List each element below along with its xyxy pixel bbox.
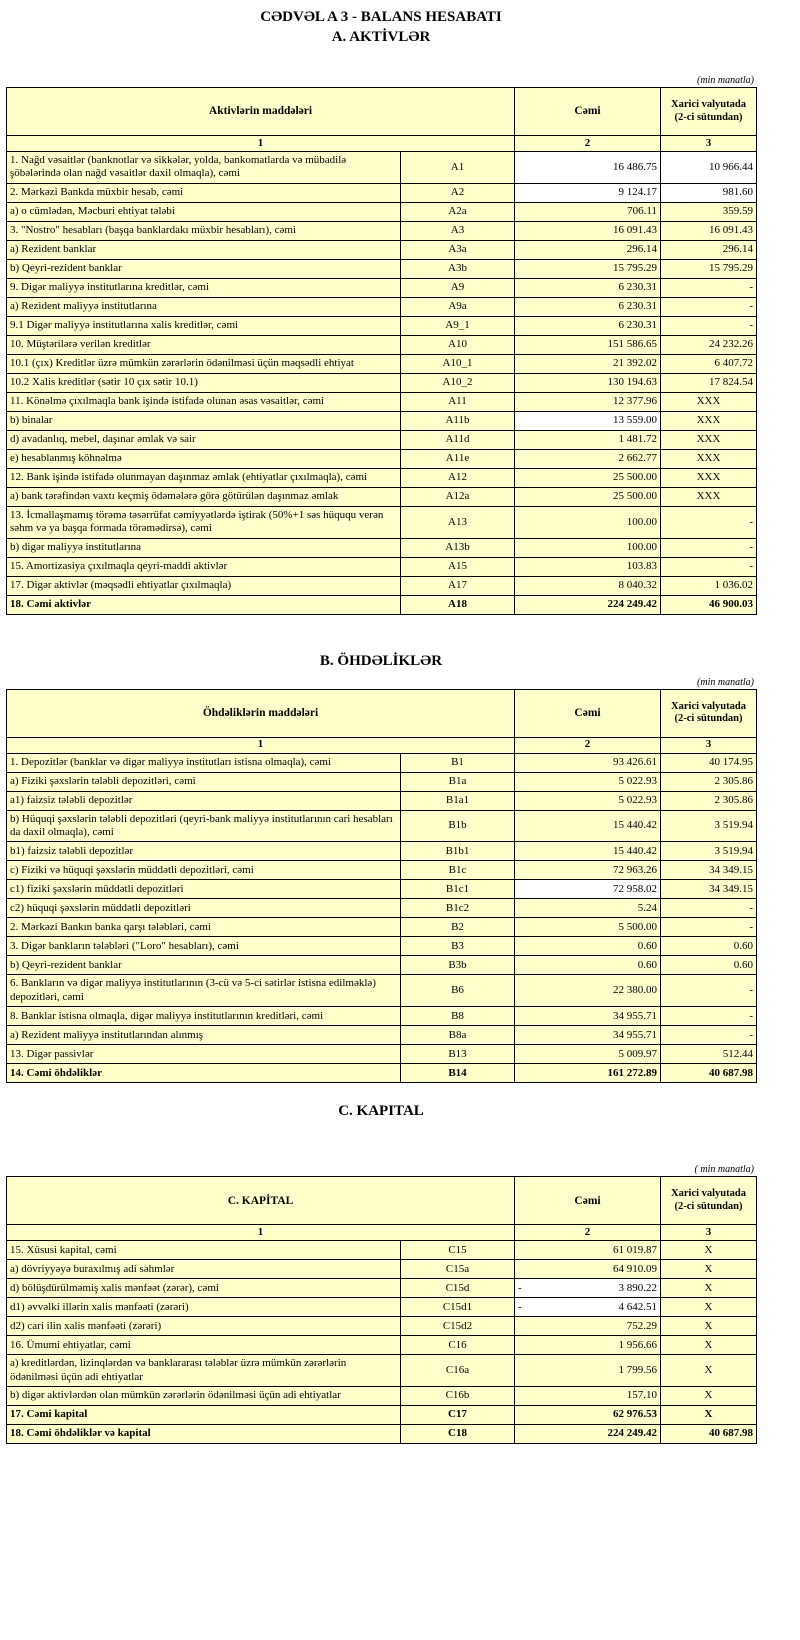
- row-label: 10.2 Xalis kreditlər (sətir 10 çıx sətir 10.1): [7, 373, 401, 392]
- row-foreign-currency-value: XXX: [661, 411, 757, 430]
- row-total-value: 34 955.71: [515, 1007, 661, 1026]
- row-total-value: 25 500.00: [515, 468, 661, 487]
- negative-sign: -: [518, 1281, 522, 1294]
- row-total-value: 64 910.09: [515, 1260, 661, 1279]
- row-total-value: 5 022.93: [515, 791, 661, 810]
- row-label: b) digər maliyyə institutlarına: [7, 538, 401, 557]
- row-total-value: 61 019.87: [515, 1241, 661, 1260]
- row-code: A1: [401, 152, 515, 184]
- row-total-value: 157.10: [515, 1387, 661, 1406]
- row-code: B1c1: [401, 880, 515, 899]
- table-row: [7, 259, 757, 278]
- row-label: 17. Digər aktivlər (məqsədli ehtiyatlar çıxılmaqla): [7, 576, 401, 595]
- row-label: 15. Amortizasiya çıxılmaqla qeyri-maddi aktivlər: [7, 557, 401, 576]
- row-foreign-currency-value: X: [661, 1336, 757, 1355]
- row-code: C15: [401, 1241, 515, 1260]
- row-label: b1) faizsiz tələbli depozitlər: [7, 842, 401, 861]
- row-code: B8: [401, 1007, 515, 1026]
- row-foreign-currency-value: XXX: [661, 430, 757, 449]
- table-row: [7, 595, 757, 614]
- row-total-value: [515, 1298, 661, 1317]
- assets-column-number-row: [7, 136, 757, 152]
- row-foreign-currency-value: 40 687.98: [661, 1425, 757, 1444]
- row-code: B6: [401, 975, 515, 1007]
- row-label: a1) faizsiz tələbli depozitlər: [7, 791, 401, 810]
- row-code: A9a: [401, 297, 515, 316]
- table-row: [7, 538, 757, 557]
- row-label: 14. Cəmi öhdəliklər: [7, 1064, 401, 1083]
- row-foreign-currency-value: 46 900.03: [661, 595, 757, 614]
- row-foreign-currency-value: 34 349.15: [661, 880, 757, 899]
- col-num-3: 3: [661, 136, 757, 152]
- row-total-value: 5 009.97: [515, 1045, 661, 1064]
- row-code: A3b: [401, 259, 515, 278]
- row-total-value: 9 124.17: [515, 183, 661, 202]
- row-foreign-currency-value: 512.44: [661, 1045, 757, 1064]
- row-foreign-currency-value: 0.60: [661, 956, 757, 975]
- assets-header-row: [7, 88, 757, 136]
- row-code: A11: [401, 392, 515, 411]
- row-total-value: 72 963.26: [515, 861, 661, 880]
- row-foreign-currency-value: -: [661, 1007, 757, 1026]
- row-total-value: 296.14: [515, 240, 661, 259]
- capital-table: [6, 1176, 757, 1444]
- row-total-value: 151 586.65: [515, 335, 661, 354]
- row-label: b) Qeyri-rezident banklar: [7, 259, 401, 278]
- row-code: B1a: [401, 772, 515, 791]
- table-row: [7, 899, 757, 918]
- col-num-1: 1: [7, 136, 515, 152]
- row-label: 3. Digər bankların tələbləri ("Loro" hesabları), cəmi: [7, 937, 401, 956]
- row-code: A13b: [401, 538, 515, 557]
- table-row: [7, 753, 757, 772]
- row-total-value: 25 500.00: [515, 487, 661, 506]
- table-row: [7, 411, 757, 430]
- liabilities-table: [6, 689, 757, 1084]
- row-label: 9. Digər maliyyə institutlarına kreditlər, cəmi: [7, 278, 401, 297]
- row-foreign-currency-value: X: [661, 1260, 757, 1279]
- row-total-value: 13 559.00: [515, 411, 661, 430]
- row-foreign-currency-value: 40 174.95: [661, 753, 757, 772]
- row-foreign-currency-value: -: [661, 1026, 757, 1045]
- table-row: [7, 240, 757, 259]
- row-label: 2. Mərkəzi Bankın banka qarşı tələbləri, cəmi: [7, 918, 401, 937]
- row-code: B8a: [401, 1026, 515, 1045]
- table-row: [7, 880, 757, 899]
- row-code: C17: [401, 1406, 515, 1425]
- col-num-2: 2: [515, 737, 661, 753]
- col-num-2: 2: [515, 136, 661, 152]
- row-code: B1b1: [401, 842, 515, 861]
- row-foreign-currency-value: XXX: [661, 487, 757, 506]
- row-label: d) bölüşdürülməmiş xalis mənfəət (zərər), cəmi: [7, 1279, 401, 1298]
- row-foreign-currency-value: -: [661, 538, 757, 557]
- section-title-liabilities: B. ÖHDƏLİKLƏR: [319, 652, 443, 669]
- table-row: [7, 430, 757, 449]
- row-total-value: 161 272.89: [515, 1064, 661, 1083]
- assets-total-column-header: Cəmi: [515, 88, 661, 136]
- table-row: [7, 1317, 757, 1336]
- row-foreign-currency-value: -: [661, 297, 757, 316]
- section-title-capital: C. KAPITAL: [338, 1103, 424, 1120]
- row-foreign-currency-value: 17 824.54: [661, 373, 757, 392]
- unit-note-capital: ( min manatla): [694, 1164, 754, 1176]
- row-label: 13. İcmallaşmamış törəmə təsərrüfat cəmiyyətlərdə iştirak (50%+1 səs hüququ verən səhm və ya başqa formada törəmədirsə), cəmi: [7, 506, 401, 538]
- row-total-value: 130 194.63: [515, 373, 661, 392]
- row-label: 18. Cəmi aktivlər: [7, 595, 401, 614]
- row-total-value: 103.83: [515, 557, 661, 576]
- table-row: [7, 506, 757, 538]
- row-code: B3: [401, 937, 515, 956]
- row-code: B1b: [401, 810, 515, 842]
- row-total-value: 2 662.77: [515, 449, 661, 468]
- row-foreign-currency-value: 3 519.94: [661, 842, 757, 861]
- table-row: [7, 975, 757, 1007]
- row-label: c1) fiziki şəxslərin müddətli depozitləri: [7, 880, 401, 899]
- row-total-value: 5 500.00: [515, 918, 661, 937]
- row-total-value: 100.00: [515, 506, 661, 538]
- row-total-value: 72 958.02: [515, 880, 661, 899]
- section-capital: [6, 1103, 800, 1444]
- table-row: [7, 956, 757, 975]
- row-code: C18: [401, 1425, 515, 1444]
- table-row: [7, 1045, 757, 1064]
- row-foreign-currency-value: XXX: [661, 468, 757, 487]
- row-code: A10: [401, 335, 515, 354]
- table-row: [7, 791, 757, 810]
- row-foreign-currency-value: 16 091.43: [661, 221, 757, 240]
- table-row: [7, 918, 757, 937]
- row-foreign-currency-value: -: [661, 918, 757, 937]
- row-code: A3: [401, 221, 515, 240]
- row-label: 9.1 Digər maliyyə institutlarına xalis kreditlər, cəmi: [7, 316, 401, 335]
- row-code: A3a: [401, 240, 515, 259]
- row-code: B1a1: [401, 791, 515, 810]
- row-foreign-currency-value: X: [661, 1387, 757, 1406]
- table-row: [7, 772, 757, 791]
- row-total-value: 6 230.31: [515, 297, 661, 316]
- row-foreign-currency-value: -: [661, 278, 757, 297]
- row-code: B14: [401, 1064, 515, 1083]
- row-foreign-currency-value: 40 687.98: [661, 1064, 757, 1083]
- row-foreign-currency-value: -: [661, 557, 757, 576]
- row-code: A10_2: [401, 373, 515, 392]
- capital-total-column-header: Cəmi: [515, 1177, 661, 1225]
- table-row: [7, 557, 757, 576]
- row-code: C16b: [401, 1387, 515, 1406]
- row-label: 3. "Nostro" hesabları (başqa banklardakı müxbir hesabları), cəmi: [7, 221, 401, 240]
- col-num-1: 1: [7, 737, 515, 753]
- capital-foreign-column-header: Xarici valyutada (2-ci sütundan): [661, 1177, 757, 1225]
- row-code: C16a: [401, 1355, 515, 1387]
- row-label: 12. Bank işində istifadə olunmayan daşınmaz əmlak (ehtiyatlar çıxılmaqla), cəmi: [7, 468, 401, 487]
- row-label: d) avadanlıq, mebel, daşınar əmlak və sair: [7, 430, 401, 449]
- row-total-value: 1 481.72: [515, 430, 661, 449]
- row-label: 8. Banklar istisna olmaqla, digər maliyyə institutlarının kreditləri, cəmi: [7, 1007, 401, 1026]
- table-row: [7, 1279, 757, 1298]
- capital-column-number-row: [7, 1225, 757, 1241]
- row-code: C15d1: [401, 1298, 515, 1317]
- table-row: [7, 937, 757, 956]
- table-row: [7, 335, 757, 354]
- table-row: [7, 1260, 757, 1279]
- row-label: 2. Mərkəzi Bankda müxbir hesab, cəmi: [7, 183, 401, 202]
- row-code: C16: [401, 1336, 515, 1355]
- row-total-value: 8 040.32: [515, 576, 661, 595]
- liabilities-column-number-row: [7, 737, 757, 753]
- row-label: d1) əvvəlki illərin xalis mənfəəti (zərəri): [7, 1298, 401, 1317]
- row-code: B3b: [401, 956, 515, 975]
- row-code: A2a: [401, 202, 515, 221]
- capital-header-row: [7, 1177, 757, 1225]
- table-row: [7, 1355, 757, 1387]
- row-label: a) dövriyyəyə buraxılmış adi səhmlər: [7, 1260, 401, 1279]
- row-foreign-currency-value: -: [661, 899, 757, 918]
- row-foreign-currency-value: XXX: [661, 449, 757, 468]
- row-foreign-currency-value: X: [661, 1406, 757, 1425]
- row-label: 10.1 (çıx) Kreditlər üzrə mümkün zərərlərin ödənilməsi üçün məqsədli ehtiyat: [7, 354, 401, 373]
- unit-note-liabilities: (min manatla): [697, 676, 754, 688]
- amount: 4 642.51: [618, 1300, 658, 1313]
- assets-foreign-column-header: Xarici valyutada (2-ci sütundan): [661, 88, 757, 136]
- row-foreign-currency-value: X: [661, 1241, 757, 1260]
- table-row: [7, 842, 757, 861]
- table-row: [7, 861, 757, 880]
- row-total-value: 5 022.93: [515, 772, 661, 791]
- table-row: [7, 1298, 757, 1317]
- unit-note-assets: (min manatla): [697, 75, 754, 86]
- row-code: A2: [401, 183, 515, 202]
- row-total-value: 15 440.42: [515, 810, 661, 842]
- table-row: [7, 487, 757, 506]
- row-label: b) digər aktivlərdən olan mümkün zərərlərin ödənilməsi üçün adi ehtiyatlar: [7, 1387, 401, 1406]
- row-total-value: 1 799.56: [515, 1355, 661, 1387]
- row-label: a) bank tərəfindən vaxtı keçmiş ödəmələrə görə götürülən daşınmaz əmlak: [7, 487, 401, 506]
- row-label: 18. Cəmi öhdəliklər və kapital: [7, 1425, 401, 1444]
- table-row: [7, 1064, 757, 1083]
- row-total-value: 93 426.61: [515, 753, 661, 772]
- row-label: 11. Könəlmə çıxılmaqla bank işində istifadə olunan əsas vəsaitlər, cəmi: [7, 392, 401, 411]
- row-foreign-currency-value: 359.59: [661, 202, 757, 221]
- row-total-value: 15 440.42: [515, 842, 661, 861]
- row-code: B1: [401, 753, 515, 772]
- page-title-line2: A. AKTİVLƏR: [331, 28, 431, 45]
- row-label: a) o cümlədən, Məcburi ehtiyat tələbi: [7, 202, 401, 221]
- table-row: [7, 392, 757, 411]
- row-label: 16. Ümumi ehtiyatlar, cəmi: [7, 1336, 401, 1355]
- liabilities-table-body: [7, 753, 757, 1083]
- row-foreign-currency-value: -: [661, 506, 757, 538]
- row-code: B1c2: [401, 899, 515, 918]
- page-title: [6, 8, 756, 47]
- assets-table-body: [7, 152, 757, 615]
- row-foreign-currency-value: X: [661, 1298, 757, 1317]
- row-foreign-currency-value: 6 407.72: [661, 354, 757, 373]
- table-row: [7, 1387, 757, 1406]
- row-label: a) kreditlərdən, lizinqlərdən və banklararası tələblər üzrə mümkün zərərlərin ödənilməsi üçün adi ehtiyatlar: [7, 1355, 401, 1387]
- col-num-3: 3: [661, 1225, 757, 1241]
- row-code: A11e: [401, 449, 515, 468]
- row-total-value: 706.11: [515, 202, 661, 221]
- row-foreign-currency-value: -: [661, 316, 757, 335]
- row-label: b) Qeyri-rezident banklar: [7, 956, 401, 975]
- table-row: [7, 1406, 757, 1425]
- row-label: 1. Depozitlər (banklar və digər maliyyə institutları istisna olmaqla), cəmi: [7, 753, 401, 772]
- row-foreign-currency-value: 296.14: [661, 240, 757, 259]
- assets-items-column-header: Aktivlərin maddələri: [7, 88, 515, 136]
- row-foreign-currency-value: 10 966.44: [661, 152, 757, 184]
- row-total-value: 0.60: [515, 956, 661, 975]
- row-foreign-currency-value: 2 305.86: [661, 791, 757, 810]
- row-label: a) Rezident maliyyə institutlarından alınmış: [7, 1026, 401, 1045]
- table-row: [7, 1241, 757, 1260]
- row-code: C15d: [401, 1279, 515, 1298]
- row-label: 13. Digər passivlər: [7, 1045, 401, 1064]
- table-row: [7, 297, 757, 316]
- liabilities-total-column-header: Cəmi: [515, 689, 661, 737]
- row-label: 10. Müştərilərə verilən kreditlər: [7, 335, 401, 354]
- row-label: a) Rezident banklar: [7, 240, 401, 259]
- row-label: 15. Xüsusi kapital, cəmi: [7, 1241, 401, 1260]
- row-code: B2: [401, 918, 515, 937]
- row-total-value: 62 976.53: [515, 1406, 661, 1425]
- table-row: [7, 373, 757, 392]
- row-label: 1. Nağd vəsaitlər (banknotlar və sikkələr, yolda, bankomatlarda və mübadilə şöbələrində olan nağd vəsaitlər daxil olmaqla), cəmi: [7, 152, 401, 184]
- row-total-value: 224 249.42: [515, 1425, 661, 1444]
- row-foreign-currency-value: 3 519.94: [661, 810, 757, 842]
- liabilities-header-row: [7, 689, 757, 737]
- row-total-value: [515, 1279, 661, 1298]
- table-row: [7, 1026, 757, 1045]
- table-row: [7, 316, 757, 335]
- table-row: [7, 221, 757, 240]
- row-total-value: 6 230.31: [515, 316, 661, 335]
- row-code: A12: [401, 468, 515, 487]
- row-code: A13: [401, 506, 515, 538]
- page-title-line1: CƏDVƏL A 3 - BALANS HESABATI: [260, 9, 502, 25]
- row-label: c2) hüquqi şəxslərin müddətli depozitləri: [7, 899, 401, 918]
- row-code: C15d2: [401, 1317, 515, 1336]
- row-label: c) Fiziki və hüquqi şəxslərin müddətli depozitləri, cəmi: [7, 861, 401, 880]
- row-foreign-currency-value: X: [661, 1279, 757, 1298]
- table-row: [7, 278, 757, 297]
- negative-sign: -: [518, 1300, 522, 1313]
- row-code: A12a: [401, 487, 515, 506]
- row-code: A11d: [401, 430, 515, 449]
- row-foreign-currency-value: -: [661, 975, 757, 1007]
- row-total-value: 224 249.42: [515, 595, 661, 614]
- section-assets: [6, 75, 800, 615]
- row-code: C15a: [401, 1260, 515, 1279]
- amount: 3 890.22: [618, 1281, 658, 1294]
- assets-table: [6, 87, 757, 615]
- row-label: 6. Bankların və digər maliyyə institutlarının (3-cü və 5-ci sətirlər istisna edilməklə) depozitləri, cəmi: [7, 975, 401, 1007]
- row-total-value: 6 230.31: [515, 278, 661, 297]
- row-foreign-currency-value: 2 305.86: [661, 772, 757, 791]
- row-total-value: 21 392.02: [515, 354, 661, 373]
- table-row: [7, 449, 757, 468]
- row-total-value: 22 380.00: [515, 975, 661, 1007]
- row-code: A18: [401, 595, 515, 614]
- row-code: A9: [401, 278, 515, 297]
- row-code: B1c: [401, 861, 515, 880]
- row-foreign-currency-value: 0.60: [661, 937, 757, 956]
- row-code: A15: [401, 557, 515, 576]
- row-total-value: 34 955.71: [515, 1026, 661, 1045]
- section-liabilities: [6, 653, 800, 1084]
- table-row: [7, 152, 757, 184]
- capital-table-body: [7, 1241, 757, 1444]
- capital-items-column-header: C. KAPİTAL: [7, 1177, 515, 1225]
- table-row: [7, 202, 757, 221]
- table-row: [7, 468, 757, 487]
- row-code: A11b: [401, 411, 515, 430]
- row-total-value: 1 956.66: [515, 1336, 661, 1355]
- row-foreign-currency-value: 981.60: [661, 183, 757, 202]
- liabilities-foreign-column-header: Xarici valyutada (2-ci sütundan): [661, 689, 757, 737]
- row-total-value: 16 486.75: [515, 152, 661, 184]
- row-label: b) binalar: [7, 411, 401, 430]
- table-row: [7, 576, 757, 595]
- row-total-value: 12 377.96: [515, 392, 661, 411]
- row-total-value: 15 795.29: [515, 259, 661, 278]
- liabilities-items-column-header: Öhdəliklərin maddələri: [7, 689, 515, 737]
- row-code: B13: [401, 1045, 515, 1064]
- row-foreign-currency-value: X: [661, 1317, 757, 1336]
- row-foreign-currency-value: X: [661, 1355, 757, 1387]
- col-num-2: 2: [515, 1225, 661, 1241]
- row-label: a) Fiziki şəxslərin tələbli depozitləri, cəmi: [7, 772, 401, 791]
- table-row: [7, 1336, 757, 1355]
- row-total-value: 0.60: [515, 937, 661, 956]
- row-foreign-currency-value: XXX: [661, 392, 757, 411]
- table-row: [7, 1425, 757, 1444]
- row-label: d2) cari ilin xalis mənfəəti (zərəri): [7, 1317, 401, 1336]
- row-label: a) Rezident maliyyə institutlarına: [7, 297, 401, 316]
- row-label: 17. Cəmi kapital: [7, 1406, 401, 1425]
- row-total-value: 100.00: [515, 538, 661, 557]
- table-row: [7, 354, 757, 373]
- table-row: [7, 1007, 757, 1026]
- row-foreign-currency-value: 15 795.29: [661, 259, 757, 278]
- row-label: b) Hüquqi şəxslərin tələbli depozitləri (qeyri-bank maliyyə institutlarının cari hesabları da daxil olmaqla), cəmi: [7, 810, 401, 842]
- col-num-1: 1: [7, 1225, 515, 1241]
- row-total-value: 5.24: [515, 899, 661, 918]
- row-foreign-currency-value: 34 349.15: [661, 861, 757, 880]
- row-label: e) hesablanmış köhnəlmə: [7, 449, 401, 468]
- row-code: A10_1: [401, 354, 515, 373]
- col-num-3: 3: [661, 737, 757, 753]
- row-foreign-currency-value: 24 232.26: [661, 335, 757, 354]
- row-total-value: 16 091.43: [515, 221, 661, 240]
- row-code: A9_1: [401, 316, 515, 335]
- table-row: [7, 810, 757, 842]
- row-code: A17: [401, 576, 515, 595]
- table-row: [7, 183, 757, 202]
- row-foreign-currency-value: 1 036.02: [661, 576, 757, 595]
- row-total-value: 752.29: [515, 1317, 661, 1336]
